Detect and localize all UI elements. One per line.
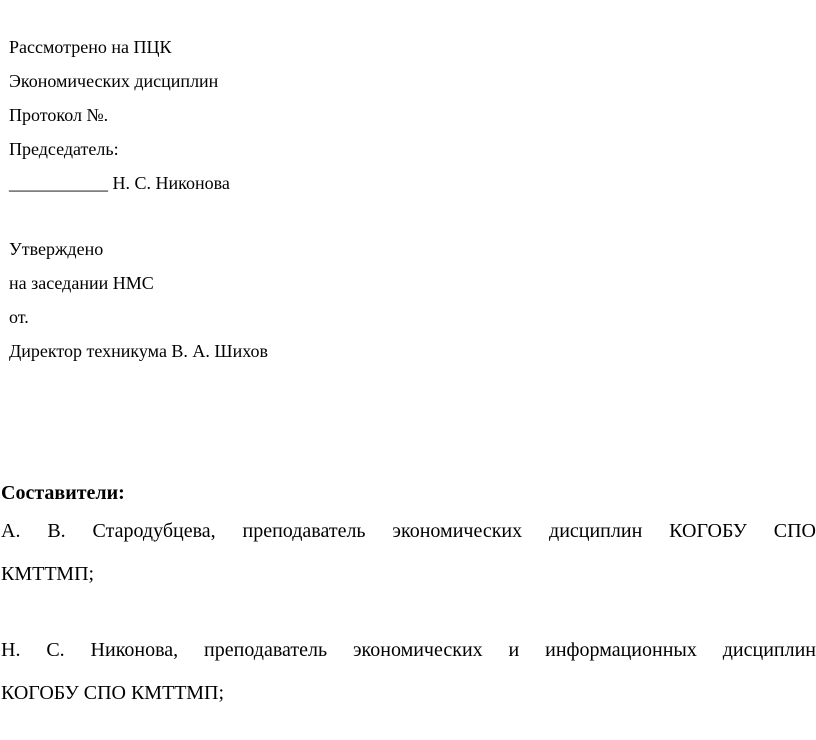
- approved-line: Утверждено: [9, 239, 104, 259]
- protocol-line: Протокол №.: [9, 105, 109, 125]
- director-line: Директор техникума В. А. Шихов: [9, 341, 269, 361]
- author-entry: [1, 629, 816, 715]
- date-line: от.: [9, 307, 29, 327]
- author-entry-line: КОГОБУ СПО КМТТМП;: [1, 682, 225, 704]
- block-spacer: [9, 200, 268, 232]
- approval-block: [9, 30, 268, 368]
- meeting-line: на заседании НМС: [9, 273, 154, 293]
- author-entry-line: КМТТМП;: [1, 563, 95, 585]
- author-entry: [1, 510, 816, 596]
- considered-line: Рассмотрено на ПЦК: [9, 37, 172, 57]
- chairman-label: Председатель:: [9, 139, 119, 159]
- author-entry-line: Н. С. Никонова, преподаватель экономических и информационных дисциплин: [1, 639, 816, 661]
- chairman-signature-line: ___________ Н. С. Никонова: [9, 173, 230, 193]
- department-line: Экономических дисциплин: [9, 71, 219, 91]
- authors-heading: Составители:: [1, 482, 125, 504]
- author-entry-line: А. В. Стародубцева, преподаватель экономических дисциплин КОГОБУ СПО: [1, 520, 816, 542]
